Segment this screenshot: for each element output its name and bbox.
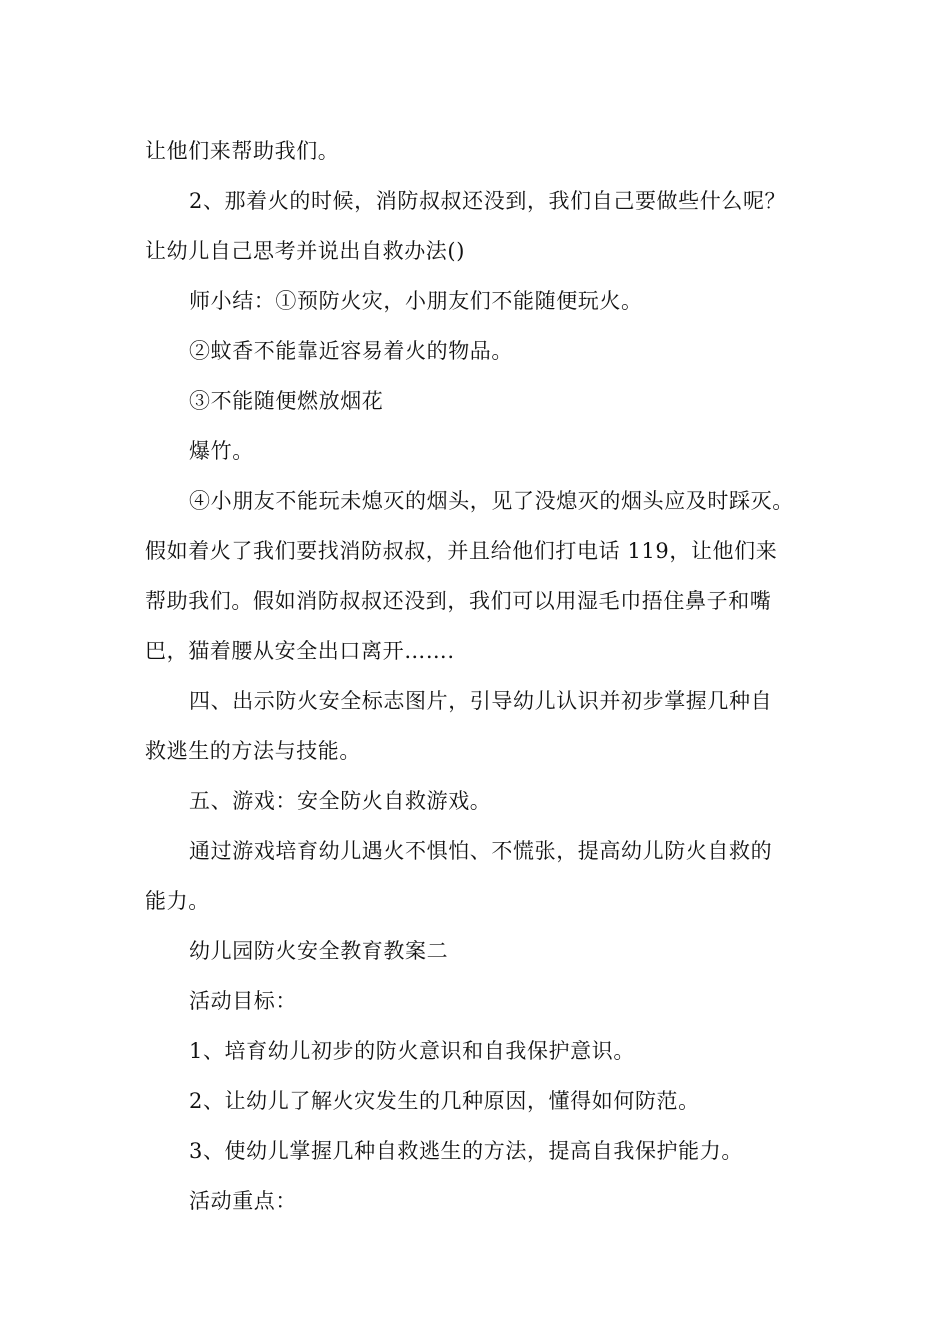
paragraph-line: ②蚊香不能靠近容易着火的物品。 — [189, 339, 513, 363]
paragraph-line: ④小朋友不能玩未熄灭的烟头，见了没熄灭的烟头应及时踩灭。 — [189, 489, 794, 513]
paragraph-line: 3、使幼儿掌握几种自救逃生的方法，提高自我保护能力。 — [189, 1139, 743, 1163]
paragraph-line: 救逃生的方法与技能。 — [145, 739, 361, 763]
paragraph-line: 能力。 — [145, 889, 210, 913]
paragraph-line: 四、出示防火安全标志图片，引导幼儿认识并初步掌握几种自 — [189, 689, 773, 713]
paragraph-line: 活动目标： — [189, 989, 297, 1013]
paragraph-line: 通过游戏培育幼儿遇火不惧怕、不慌张，提高幼儿防火自救的 — [189, 839, 773, 863]
paragraph-line: 师小结：①预防火灾，小朋友们不能随便玩火。 — [189, 289, 643, 313]
paragraph-line: 爆竹。 — [189, 439, 254, 463]
paragraph-line: 五、游戏：安全防火自救游戏。 — [189, 789, 492, 813]
paragraph-line: 2、那着火的时候，消防叔叔还没到，我们自己要做些什么呢？ — [189, 189, 787, 213]
paragraph-line: 假如着火了我们要找消防叔叔，并且给他们打电话 119，让他们来 — [145, 539, 778, 563]
paragraph-line: 让幼儿自己思考并说出自救办法() — [145, 239, 465, 263]
paragraph-line: 让他们来帮助我们。 — [145, 139, 340, 163]
paragraph-line: 1、培育幼儿初步的防火意识和自我保护意识。 — [189, 1039, 635, 1063]
paragraph-line: 2、让幼儿了解火灾发生的几种原因，懂得如何防范。 — [189, 1089, 700, 1113]
paragraph-line: ③不能随便燃放烟花 — [189, 389, 384, 413]
paragraph-line: 活动重点： — [189, 1189, 297, 1213]
section-heading: 幼儿园防火安全教育教案二 — [189, 939, 449, 963]
paragraph-line: 帮助我们。假如消防叔叔还没到，我们可以用湿毛巾捂住鼻子和嘴 — [145, 589, 772, 613]
paragraph-line: 巴，猫着腰从安全出口离开……. — [145, 639, 455, 663]
